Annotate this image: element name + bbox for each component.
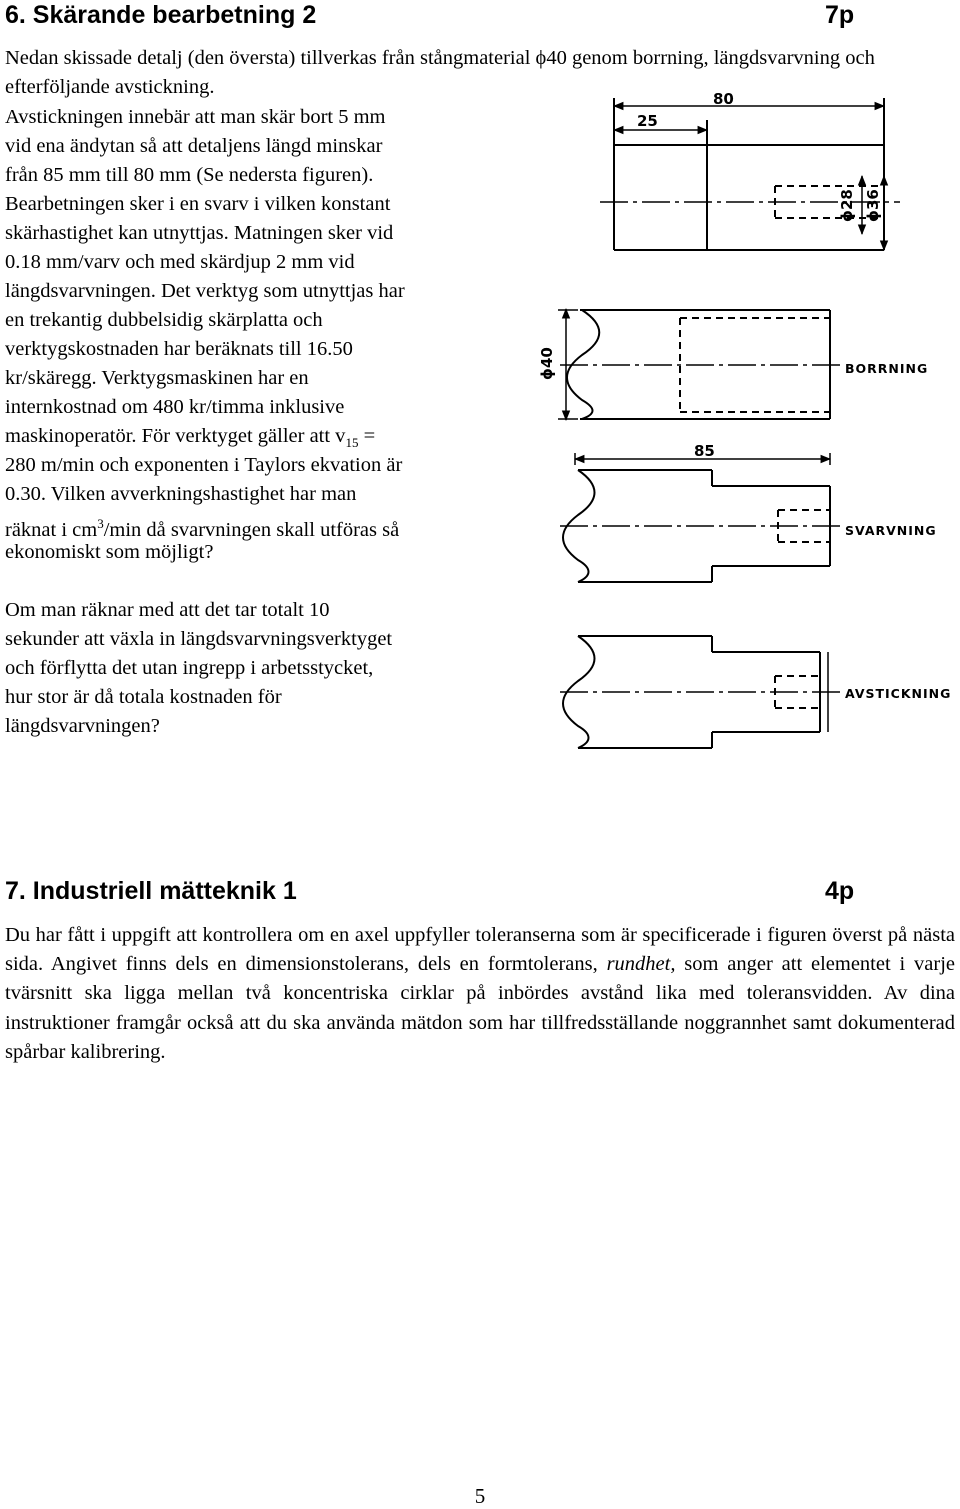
label-borrning: BORRNING xyxy=(845,361,929,376)
text-line: och förflytta det utan ingrepp i arbetsstycket, xyxy=(5,657,374,679)
task6-heading: 6. Skärande bearbetning 2 xyxy=(5,1,317,29)
text-line: vid ena ändytan så att detaljens längd minskar xyxy=(5,135,383,157)
page-number: 5 xyxy=(474,1484,486,1508)
text-line: 0.18 mm/varv och med skärdjup 2 mm vid xyxy=(5,251,355,273)
text-line: sekunder att växla in längdsvarvningsverktyget xyxy=(5,628,393,650)
turning-drawing xyxy=(560,453,845,582)
text-line: verktygskostnaden har beräknats till 16.50 xyxy=(5,338,353,360)
superscript: 3 xyxy=(97,516,104,531)
text-fragment: /min då svarvningen skall utföras så xyxy=(103,518,400,541)
dim-80-label: 80 xyxy=(713,90,734,108)
drilling-drawing xyxy=(558,309,845,420)
text-line: Avstickningen innebär att man skär bort 5 mm xyxy=(5,106,386,128)
text-line: internkostnad om 480 kr/timma inklusive xyxy=(5,396,345,418)
text-line: hur stor är då totala kostnaden för xyxy=(5,686,282,708)
dim-d36-label: ϕ36 xyxy=(864,189,882,222)
emphasis: rundhet, xyxy=(606,953,676,976)
text-line: 280 m/min och exponenten i Taylors ekvation är xyxy=(5,454,403,476)
text-line: Om man räknar med att det tar totalt 10 xyxy=(5,599,330,621)
text-line: skärhastighet kan utnyttjas. Matningen sker vid xyxy=(5,222,394,244)
dim-85-label: 85 xyxy=(694,442,715,460)
text-fragment: räknat i cm xyxy=(5,518,98,541)
text-line: från 85 mm till 80 mm (Se nedersta figuren). xyxy=(5,164,374,186)
dim-25-label: 25 xyxy=(637,112,658,130)
text-line: en trekantig dubbelsidig skärplatta och xyxy=(5,309,323,331)
dim-d28-label: ϕ28 xyxy=(838,189,856,222)
subscript: 15 xyxy=(345,435,359,451)
text-line: Bearbetningen sker i en svarv i vilken konstant xyxy=(5,193,391,215)
task7-points: 4p xyxy=(825,877,855,905)
text-line: längdsvarvningen. Det verktyg som utnyttjas har xyxy=(5,280,405,302)
label-avstickning: AVSTICKNING xyxy=(845,686,952,701)
text-line: kr/skäregg. Verktygsmaskinen har en xyxy=(5,367,309,389)
dim-d40-label: ϕ40 xyxy=(538,347,556,380)
text-line: ekonomiskt som möjligt? xyxy=(5,541,214,563)
text-fragment: Du har fått i uppgift att kontrollera om en axel uppfyller toleranserna som är specificerade i figuren överst på nästa sida. Angivet finns dels en dimensionstolerans, dels en formtolerans, xyxy=(5,924,955,976)
task7-heading: 7. Industriell mätteknik 1 xyxy=(5,877,297,905)
text-line: längdsvarvningen? xyxy=(5,715,160,737)
label-svarvning: SVARVNING xyxy=(845,523,937,538)
task6-intro: Nedan skissade detalj (den översta) tillverkas från stångmaterial ϕ40 genom borrning, längdsvarvning och efterföljande avstickning. xyxy=(5,47,875,99)
task6-points: 7p xyxy=(825,1,855,29)
text-fragment: = xyxy=(358,425,376,447)
parting-off-drawing xyxy=(560,636,840,748)
task7-text xyxy=(5,921,955,1067)
text-fragment: som anger att elementet i varje tvärsnitt ska ligga mellan två koncentriska cirklar på inbördes avstånd lika med toleransvidden. Av dina instruktioner framgår också att du ska använda mätdon som har tillfredsställande noggrannhet samt dokumenterad spårbar kalibrering. xyxy=(5,953,955,1063)
text-line: 0.30. Vilken avverkningshastighet har man xyxy=(5,483,357,505)
text-fragment: maskinoperatör. För verktyget gäller att v xyxy=(5,425,346,447)
